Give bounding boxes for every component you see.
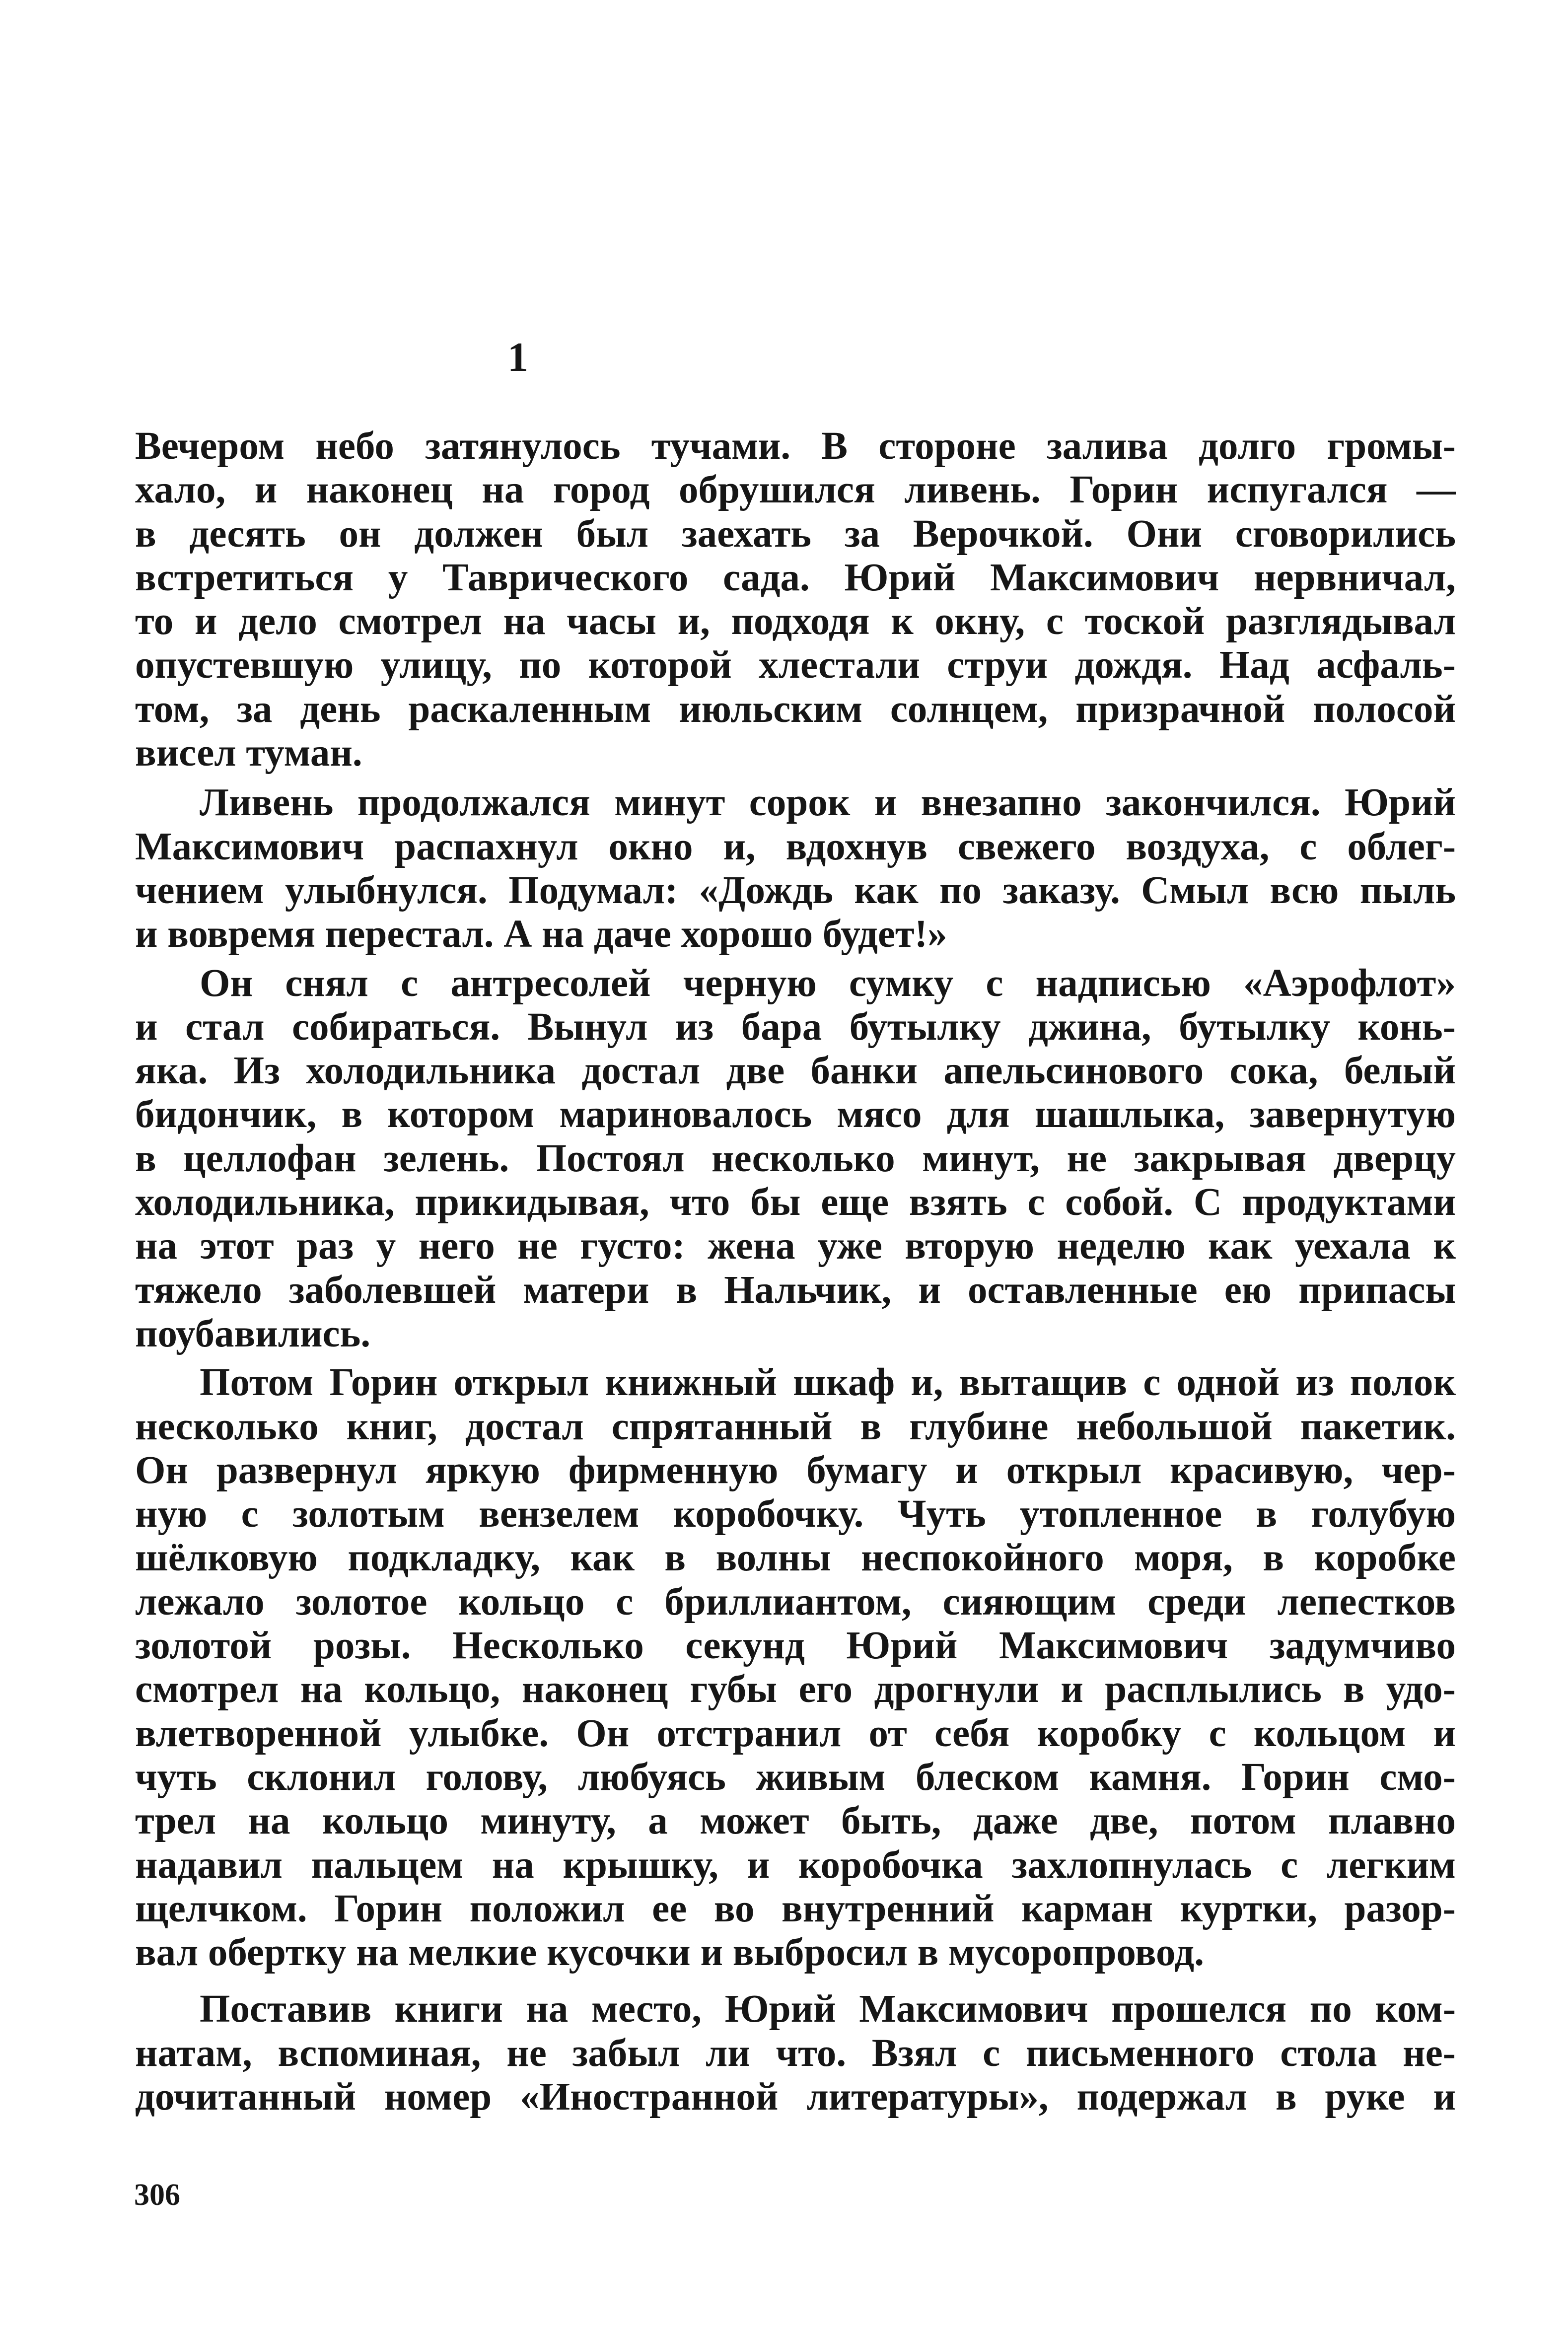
text-line: шёлковую подкладку, как в волны неспокойного моря, в коробке: [135, 1536, 1456, 1580]
text-line: надавил пальцем на крышку, и коробочка захлопнулась с легким: [135, 1843, 1456, 1887]
text-line: холодильника, прикидывая, что бы еще взять с собой. С продуктами: [135, 1181, 1456, 1224]
text-line: ную с золотым вензелем коробочку. Чуть утопленное в голубую: [135, 1492, 1456, 1536]
text-line: в целлофан зелень. Постоял несколько минут, не закрывая дверцу: [135, 1136, 1456, 1180]
text-line: то и дело смотрел на часы и, подходя к окну, с тоской разглядывал: [135, 600, 1456, 643]
text-line: дочитанный номер «Иностранной литературы», подержал в руке и: [135, 2075, 1456, 2119]
text-line: щелчком. Горин положил ее во внутренний карман куртки, разор-: [135, 1887, 1456, 1930]
text-line: том, за день раскаленным июльским солнцем, призрачной полосой: [135, 687, 1456, 731]
text-line: поубавились.: [135, 1312, 371, 1355]
text-line: яка. Из холодильника достал две банки апельсинового сока, белый: [135, 1049, 1456, 1093]
paragraph: [135, 962, 1456, 1356]
text-line: чуть склонил голову, любуясь живым блеском камня. Горин смо-: [135, 1755, 1456, 1799]
text-line: вал обертку на мелкие кусочки и выбросил в мусоропровод.: [135, 1931, 1204, 1975]
text-line: влетворенной улыбке. Он отстранил от себя коробку с кольцом и: [135, 1711, 1456, 1755]
text-line: Он снял с антресолей черную сумку с надписью «Аэрофлот»: [200, 961, 1456, 1005]
chapter-number: 1: [507, 334, 528, 380]
text-line: золотой розы. Несколько секунд Юрий Максимович задумчиво: [135, 1624, 1456, 1668]
text-line: Максимович распахнул окно и, вдохнув свежего воздуха, с облег-: [135, 825, 1456, 868]
text-line: Вечером небо затянулось тучами. В стороне залива долго громы-: [135, 424, 1456, 468]
text-line: чением улыбнулся. Подумал: «Дождь как по заказу. Смыл всю пыль: [135, 868, 1456, 912]
text-line: опустевшую улицу, по которой хлестали струи дождя. Над асфаль-: [135, 643, 1456, 687]
paragraph: [135, 781, 1456, 956]
text-line: на этот раз у него не густо: жена уже вторую неделю как уехала к: [135, 1224, 1456, 1268]
text-line: лежало золотое кольцо с бриллиантом, сияющим среди лепестков: [135, 1580, 1456, 1624]
text-line: натам, вспоминая, не забыл ли что. Взял с письменного стола не-: [135, 2031, 1456, 2075]
paragraph: [135, 424, 1456, 775]
text-line: в десять он должен был заехать за Верочкой. Они сговорились: [135, 512, 1456, 556]
text-line: Поставив книги на место, Юрий Максимович прошелся по ком-: [200, 1987, 1456, 2031]
text-line: тяжело заболевшей матери в Нальчик, и оставленные ею припасы: [135, 1268, 1456, 1312]
page-number: 306: [134, 2178, 180, 2212]
text-line: смотрел на кольцо, наконец губы его дрогнули и расплылись в удо-: [135, 1668, 1456, 1711]
text-line: несколько книг, достал спрятанный в глубине небольшой пакетик.: [135, 1405, 1456, 1448]
text-line: хало, и наконец на город обрушился ливень. Горин испугался —: [135, 468, 1456, 512]
text-line: висел туман.: [135, 731, 362, 775]
body-text: [135, 424, 1456, 2119]
text-line: встретиться у Таврического сада. Юрий Максимович нервничал,: [135, 556, 1456, 599]
text-line: Ливень продолжался минут сорок и внезапно закончился. Юрий: [200, 781, 1456, 825]
text-line: Потом Горин открыл книжный шкаф и, вытащив с одной из полок: [200, 1361, 1456, 1405]
paragraph: [135, 1987, 1456, 2119]
paragraph: [135, 1361, 1456, 1975]
text-line: и стал собираться. Вынул из бара бутылку джина, бутылку конь-: [135, 1005, 1456, 1049]
text-line: бидончик, в котором мариновалось мясо для шашлыка, завернутую: [135, 1093, 1456, 1136]
text-line: и вовремя перестал. А на даче хорошо будет!»: [135, 913, 947, 956]
text-line: трел на кольцо минуту, а может быть, даже две, потом плавно: [135, 1799, 1456, 1843]
text-line: Он развернул яркую фирменную бумагу и открыл красивую, чер-: [135, 1448, 1456, 1492]
